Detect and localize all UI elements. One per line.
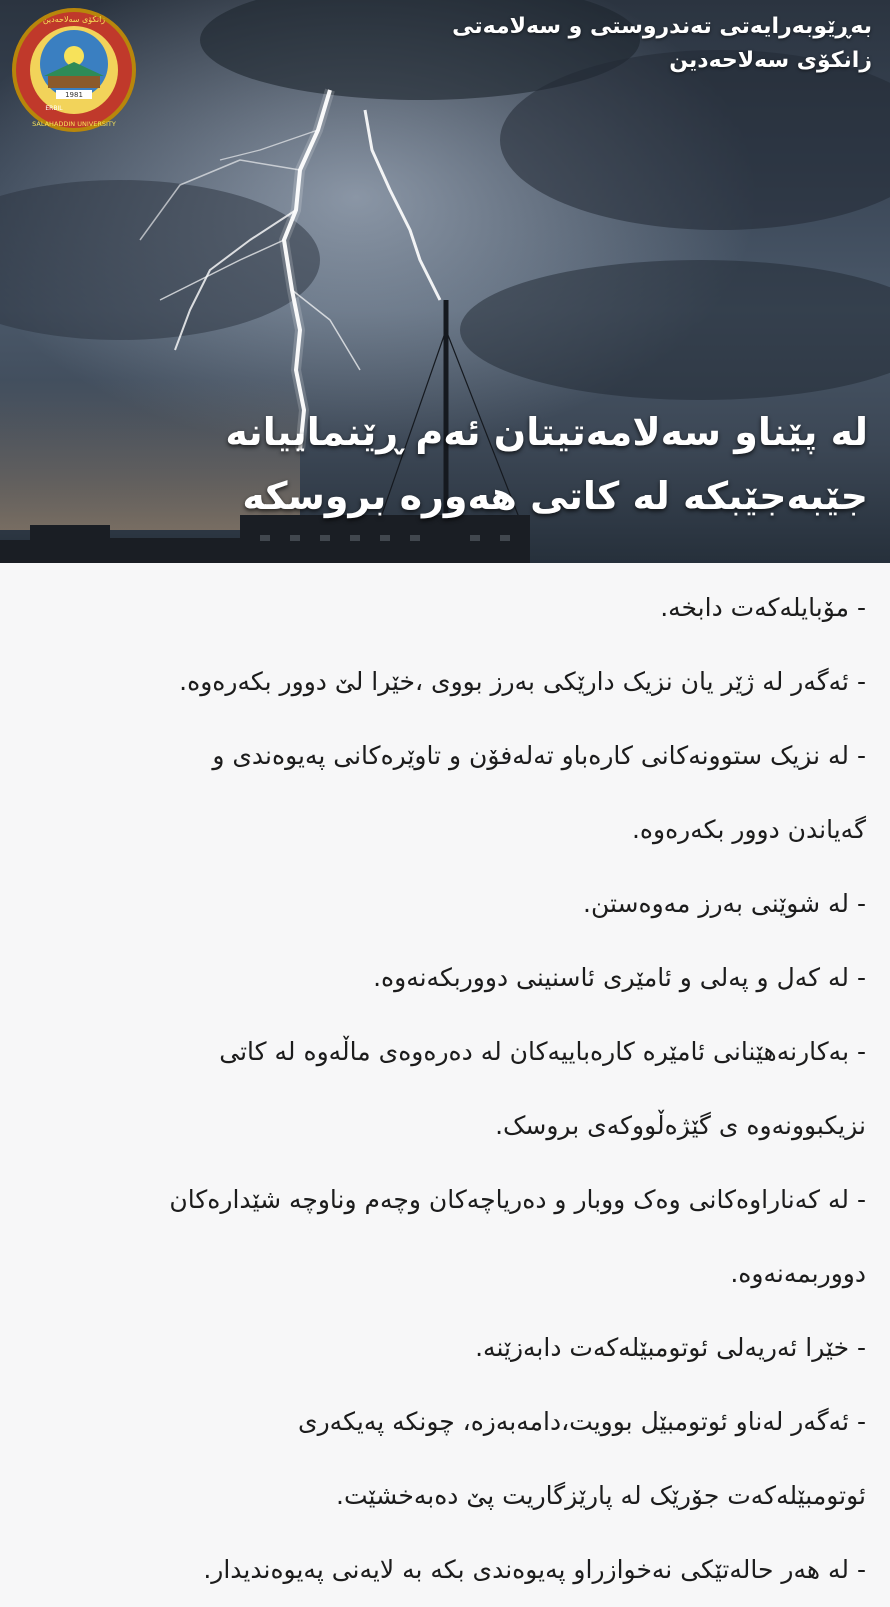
instruction-line: - لە شوێنی بەرز مەوەستن. — [583, 889, 866, 918]
organization-heading — [452, 10, 872, 78]
instruction-line: نزیکبوونەوە ی گێژەڵووکەی بروسک. — [495, 1111, 866, 1140]
instruction-line: - لە کەل و پەلی و ئامێری ئاسنینی دووربکەنەوە. — [373, 963, 866, 992]
instruction-line: - ئەگەر لەناو ئوتومبێل بوویت،دامەبەزە، چونکە پەیکەری — [298, 1407, 866, 1436]
instruction-line: - بەکارنەهێنانی ئامێرە کارەباییەکان لە دەرەوەی ماڵەوە لە کاتی — [219, 1037, 866, 1066]
instruction-line: - مۆبایلەکەت دابخە. — [660, 593, 866, 622]
instruction-line: - ئەگەر لە ژێر یان نزیک دارێکی بەرز بووی ،خێرا لێ دوور بکەرەوە. — [179, 667, 866, 696]
instruction-line: گەیاندن دوور بکەرەوە. — [631, 815, 866, 844]
instruction-line: دووربمەنەوە. — [730, 1259, 866, 1288]
svg-text:SALAHADDIN UNIVERSITY: SALAHADDIN UNIVERSITY — [32, 120, 116, 128]
headline-line-2: جێبەجێبکە لە کاتی هەورە بروسکە — [242, 474, 868, 518]
svg-text:ERBIL: ERBIL — [45, 105, 63, 112]
safety-instructions — [0, 563, 890, 1607]
department-name: بەڕێوبەرایەتی تەندروستی و سەلامەتی — [452, 14, 872, 39]
instruction-line: - لە کەناراوەکانی وەک ووبار و دەریاچەکان وچەم وناوچە شێدارەکان — [169, 1185, 866, 1214]
instruction-line: - خێرا ئەریەلی ئوتومبێلەکەت دابەزێنە. — [475, 1333, 866, 1362]
hero-banner — [0, 0, 890, 563]
instruction-line: - لە هەر حالەتێکی نەخوازراو پەیوەندی بکە بە لایەنی پەیوەندیدار. — [203, 1555, 866, 1584]
headline-line-1: لە پێناو سەلامەتیتان ئەم ڕێنماییانە — [225, 410, 868, 454]
university-name: زانکۆی سەلاحەدین — [669, 48, 872, 73]
instruction-line: - لە نزیک ستوونەکانی کارەباو تەلەفۆن و تاوێرەکانی پەیوەندی و — [212, 741, 866, 770]
university-seal-logo — [10, 6, 138, 134]
svg-text:زانکۆی سەلاحەدین: زانکۆی سەلاحەدین — [42, 15, 106, 24]
instruction-line: ئوتومبێلەکەت جۆرێک لە پارێزگاریت پێ دەبەخشێت. — [336, 1481, 866, 1510]
poster-headline — [225, 400, 868, 528]
svg-text:1981: 1981 — [65, 91, 83, 99]
